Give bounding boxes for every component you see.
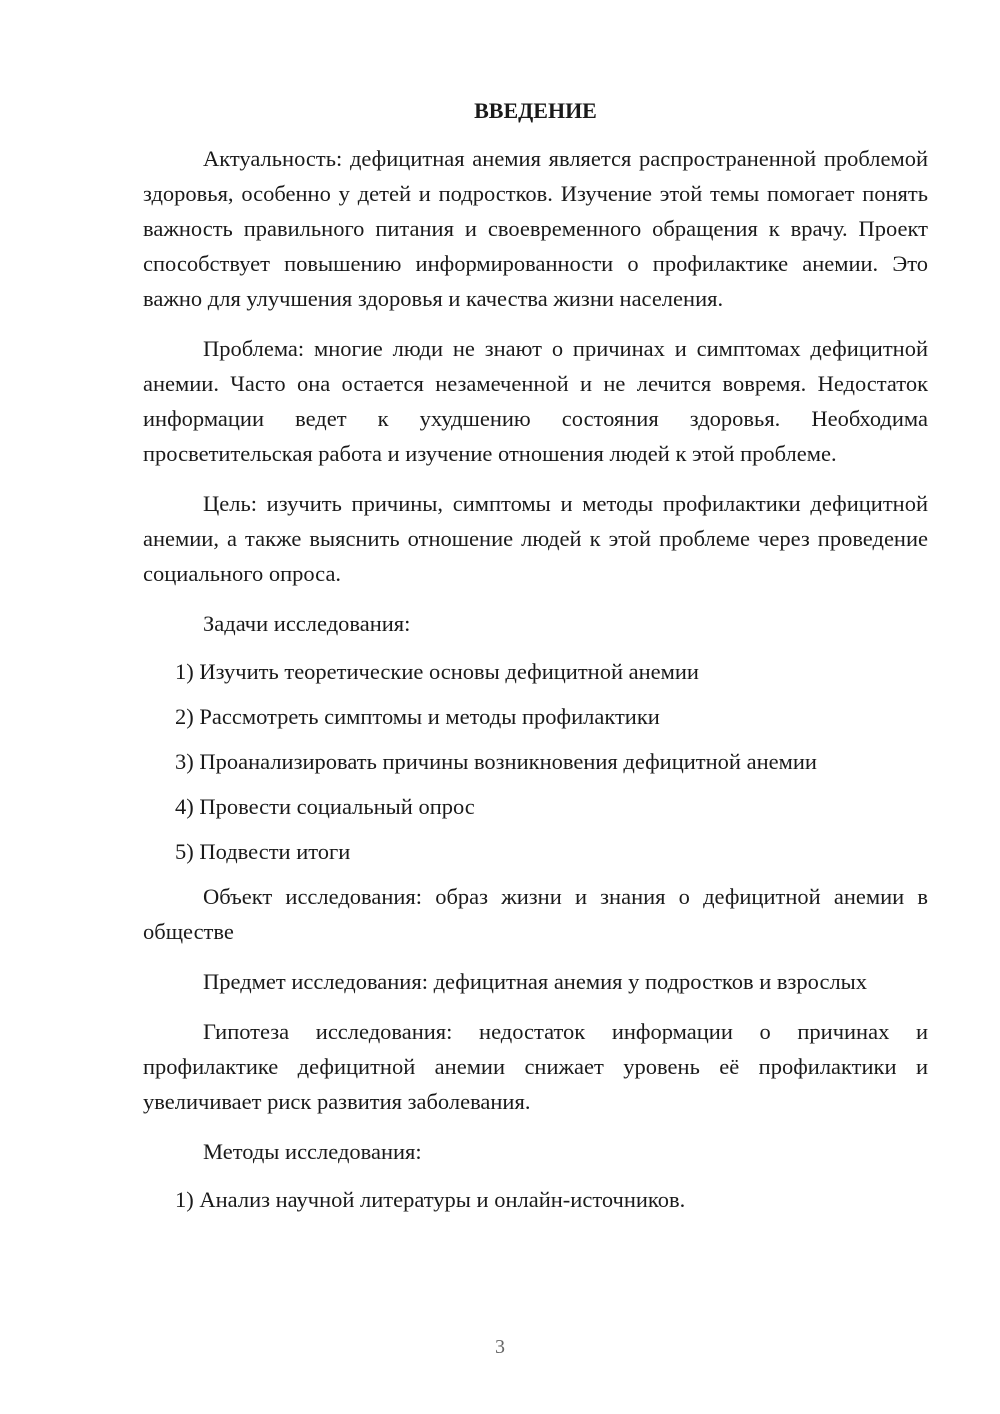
task-item: 5) Подвести итоги bbox=[175, 839, 351, 864]
subject-paragraph: Предмет исследования: дефицитная анемия у подростков и взрослых bbox=[203, 969, 868, 994]
tasks-list bbox=[143, 654, 928, 869]
page-title: ВВЕДЕНИЕ bbox=[474, 98, 597, 123]
hypothesis-paragraph: Гипотеза исследования: недостаток информации о причинах и профилактике дефицитной анемии снижает уровень её профилактики и увеличивает риск развития заболевания. bbox=[143, 1019, 928, 1114]
goal-paragraph: Цель: изучить причины, симптомы и методы профилактики дефицитной анемии, а также выяснить отношение людей к этой проблеме через проведение социального опроса. bbox=[143, 491, 928, 586]
methods-label: Методы исследования: bbox=[203, 1139, 422, 1164]
relevance-paragraph: Актуальность: дефицитная анемия является распространенной проблемой здоровья, особенно у детей и подростков. Изучение этой темы помогает понять важность правильного питания и своевременного обращения к врачу. Проект способствует повышению информированности о профилактике анемии. Это важно для улучшения здоровья и качества жизни населения. bbox=[143, 146, 928, 311]
problem-paragraph: Проблема: многие люди не знают о причинах и симптомах дефицитной анемии. Часто она остается незамеченной и не лечится вовремя. Недостаток информации ведет к ухудшению состояния здоровья. Необходима просветительская работа и изучение отношения людей к этой проблеме. bbox=[143, 336, 928, 466]
task-item: 1) Изучить теоретические основы дефицитной анемии bbox=[175, 659, 699, 684]
method-item: 1) Анализ научной литературы и онлайн-источников. bbox=[175, 1187, 686, 1212]
object-paragraph: Объект исследования: образ жизни и знания о дефицитной анемии в обществе bbox=[143, 884, 928, 944]
task-item: 4) Провести социальный опрос bbox=[175, 794, 475, 819]
methods-list bbox=[143, 1182, 928, 1217]
task-item: 3) Проанализировать причины возникновения дефицитной анемии bbox=[175, 749, 817, 774]
page-number: 3 bbox=[495, 1336, 505, 1358]
page-content bbox=[143, 93, 928, 1227]
tasks-label: Задачи исследования: bbox=[203, 611, 411, 636]
task-item: 2) Рассмотреть симптомы и методы профилактики bbox=[175, 704, 660, 729]
